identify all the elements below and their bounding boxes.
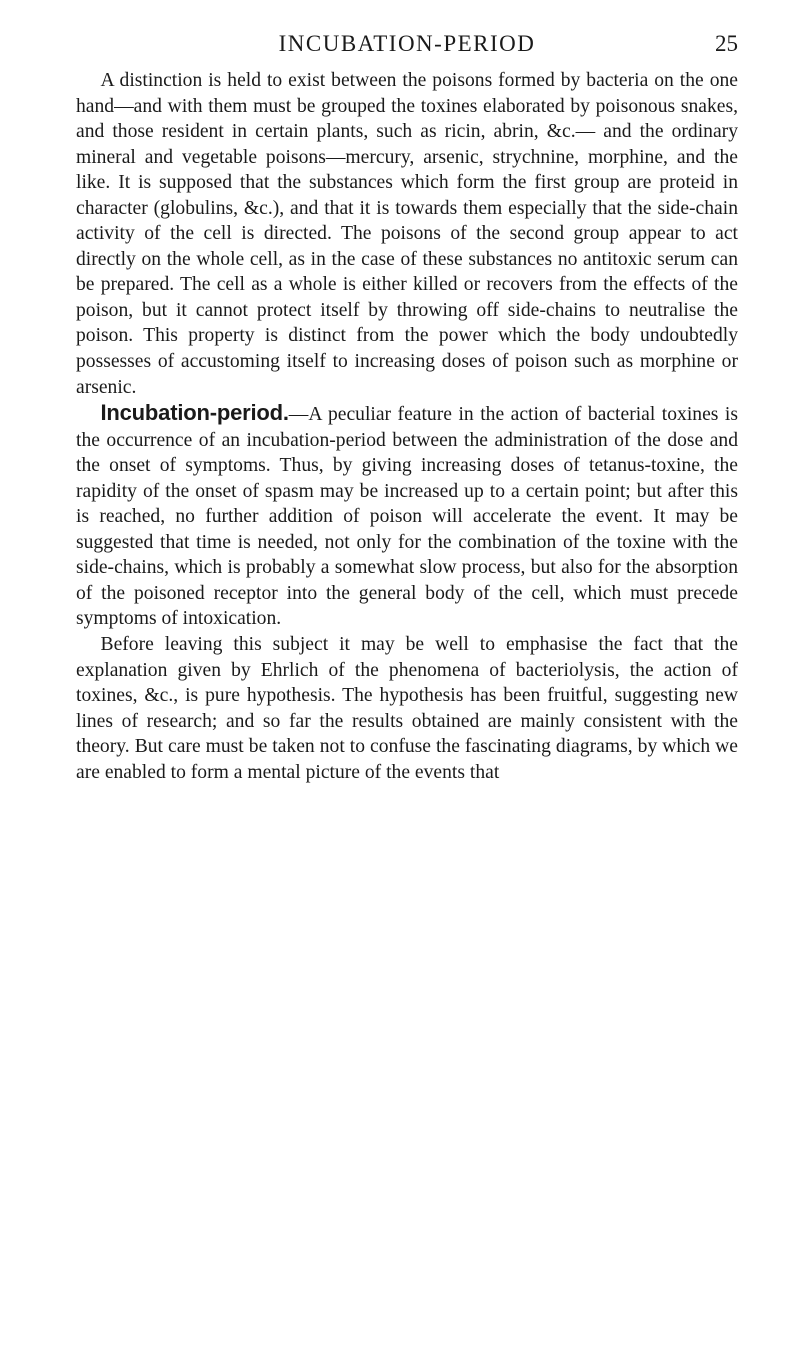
- paragraph-incubation-period: [76, 400, 738, 632]
- page-number: 25: [715, 31, 738, 56]
- paragraph-poison-distinction: A distinction is held to exist between the poisons formed by bacteria on the one hand—and with them must be grouped the toxines elaborated by poisonous snakes, and those resident in certain plants, such as ricin, abrin, &c.— and the ordinary mineral and vegetable poisons—mercury, arsenic, strychnine, morphine, and the like. It is supposed that the substances which form the first group are proteid in character (globulins, &c.), and that it is towards them especially that the side-chain activity of the cell is directed. The poisons of the second group appear to act directly on the whole cell, as in the case of these substances no antitoxic serum can be prepared. The cell as a whole is either killed or recovers from the effects of the poison, but it cannot protect itself by throwing off side-chains to neutralise the poison. This property is distinct from the power which the body undoubtedly possesses of accustoming itself to increasing doses of poison such as morphine or arsenic.: [76, 70, 738, 398]
- section-heading: Incubation-period.: [100, 400, 289, 426]
- running-head: [76, 28, 738, 60]
- paragraph-incubation-text: —A peculiar feature in the action of bacterial toxines is the occurrence of an incubation-period between the administration of the dose and the onset of symptoms. Thus, by giving increasing doses of tetanus-toxine, the rapidity of the onset of spasm may be increased up to a certain point; but after this is reached, no further addition of poison will accelerate the event. It may be suggested that time is needed, not only for the combination of the toxine with the side-chains, which is probably a somewhat slow process, but also for the absorption of the poisoned receptor into the general body of the cell, which must precede symptoms of intoxication.: [76, 404, 738, 630]
- running-title: INCUBATION-PERIOD: [278, 31, 536, 56]
- book-page: [76, 28, 738, 785]
- paragraph-hypothesis: Before leaving this subject it may be well to emphasise the fact that the explanation given by Ehrlich of the phenomena of bacteriolysis, the action of toxines, &c., is pure hypothesis. The hypothesis has been fruitful, suggesting new lines of research; and so far the results obtained are mainly consistent with the theory. But care must be taken not to confuse the fascinating diagrams, by which we are enabled to form a mental picture of the events that: [76, 634, 738, 783]
